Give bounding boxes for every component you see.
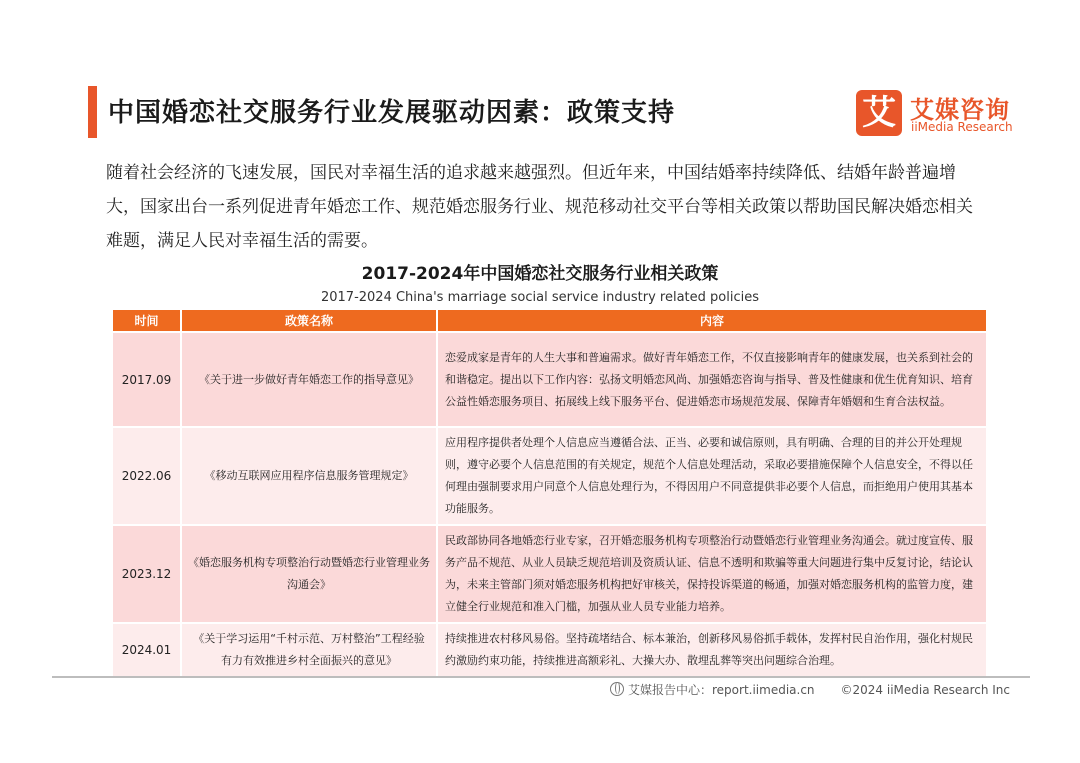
- intro-paragraph: 随着社会经济的飞速发展，国民对幸福生活的追求越来越强烈。但近年来，中国结婚率持续降低、结婚年龄普遍增大，国家出台一系列促进青年婚恋工作、规范婚恋服务行业、规范移动社交平台等相关政策以帮助国民解决婚恋相关难题，满足人民对幸福生活的需要。: [106, 163, 973, 251]
- logo-mark-icon: 艾: [856, 90, 902, 136]
- policy-table: [113, 310, 986, 676]
- footer: [610, 681, 1010, 698]
- row-date: 2022.06: [113, 427, 181, 525]
- footer-divider: [52, 676, 1030, 678]
- row-policy-name: 《移动互联网应用程序信息服务管理规定》: [181, 427, 437, 525]
- title-accent-bar: [88, 86, 97, 138]
- table-row: [113, 427, 986, 525]
- row-content: 恋爱成家是青年的人生大事和普遍需求。做好青年婚恋工作，不仅直接影响青年的健康发展，也关系到社会的和谐稳定。提出以下工作内容：弘扬文明婚恋风尚、加强婚恋咨询与指导、普及性健康和优生优育知识、培育公益性婚恋服务项目、拓展线上线下服务平台、促进婚恋市场规范发展、保障青年婚姻和生育合法权益。: [437, 332, 986, 427]
- header-content: 内容: [437, 310, 986, 332]
- table-subtitle: 2017-2024 China's marriage social service industry related policies: [320, 290, 759, 305]
- footer-copyright: ©2024 iiMedia Research Inc: [840, 683, 1011, 697]
- row-policy-name: 《关于进一步做好青年婚恋工作的指导意见》: [181, 332, 437, 427]
- footer-source: 艾媒报告中心：report.iimedia.cn: [628, 683, 815, 697]
- row-date: 2024.01: [113, 623, 181, 676]
- table-title: 2017-2024年中国婚恋社交服务行业相关政策: [361, 264, 719, 284]
- table-row: [113, 525, 986, 623]
- header-policy-name: 政策名称: [181, 310, 437, 332]
- row-policy-name: 《婚恋服务机构专项整治行动暨婚恋行业管理业务沟通会》: [181, 525, 437, 623]
- table-row: [113, 623, 986, 676]
- table-header-row: [113, 310, 986, 332]
- logo-name-cn: 艾媒咨询: [910, 96, 1010, 124]
- row-date: 2023.12: [113, 525, 181, 623]
- row-date: 2017.09: [113, 332, 181, 427]
- brand-logo: [856, 90, 1016, 138]
- row-content: 持续推进农村移风易俗。坚持疏堵结合、标本兼治，创新移风易俗抓手载体，发挥村民自治作用，强化村规民约激励约束功能，持续推进高额彩礼、大操大办、散埋乱葬等突出问题综合治理。: [437, 623, 986, 676]
- row-content: 民政部协同各地婚恋行业专家，召开婚恋服务机构专项整治行动暨婚恋行业管理业务沟通会。就过度宣传、服务产品不规范、从业人员缺乏规范培训及资质认证、信息不透明和欺骗等重大问题进行集中反复讨论，结论认为，未来主管部门须对婚恋服务机构把好审核关，保持投诉渠道的畅通，加强对婚恋服务机构的监管力度，建立健全行业规范和准入门槛，加强从业人员专业能力培养。: [437, 525, 986, 623]
- table-row: [113, 332, 986, 427]
- logo-name-en: iiMedia Research: [911, 120, 1013, 134]
- row-policy-name: 《关于学习运用“千村示范、万村整治”工程经验有力有效推进乡村全面振兴的意见》: [181, 623, 437, 676]
- page-title: 中国婚恋社交服务行业发展驱动因素：政策支持: [108, 98, 676, 128]
- globe-icon: [610, 682, 624, 696]
- row-content: 应用程序提供者处理个人信息应当遵循合法、正当、必要和诚信原则，具有明确、合理的目的并公开处理规则，遵守必要个人信息范围的有关规定，规范个人信息处理活动，采取必要措施保障个人信息安全，不得以任何理由强制要求用户同意个人信息处理行为，不得因用户不同意提供非必要个人信息，而拒绝用户使用其基本功能服务。: [437, 427, 986, 525]
- header-date: 时间: [113, 310, 181, 332]
